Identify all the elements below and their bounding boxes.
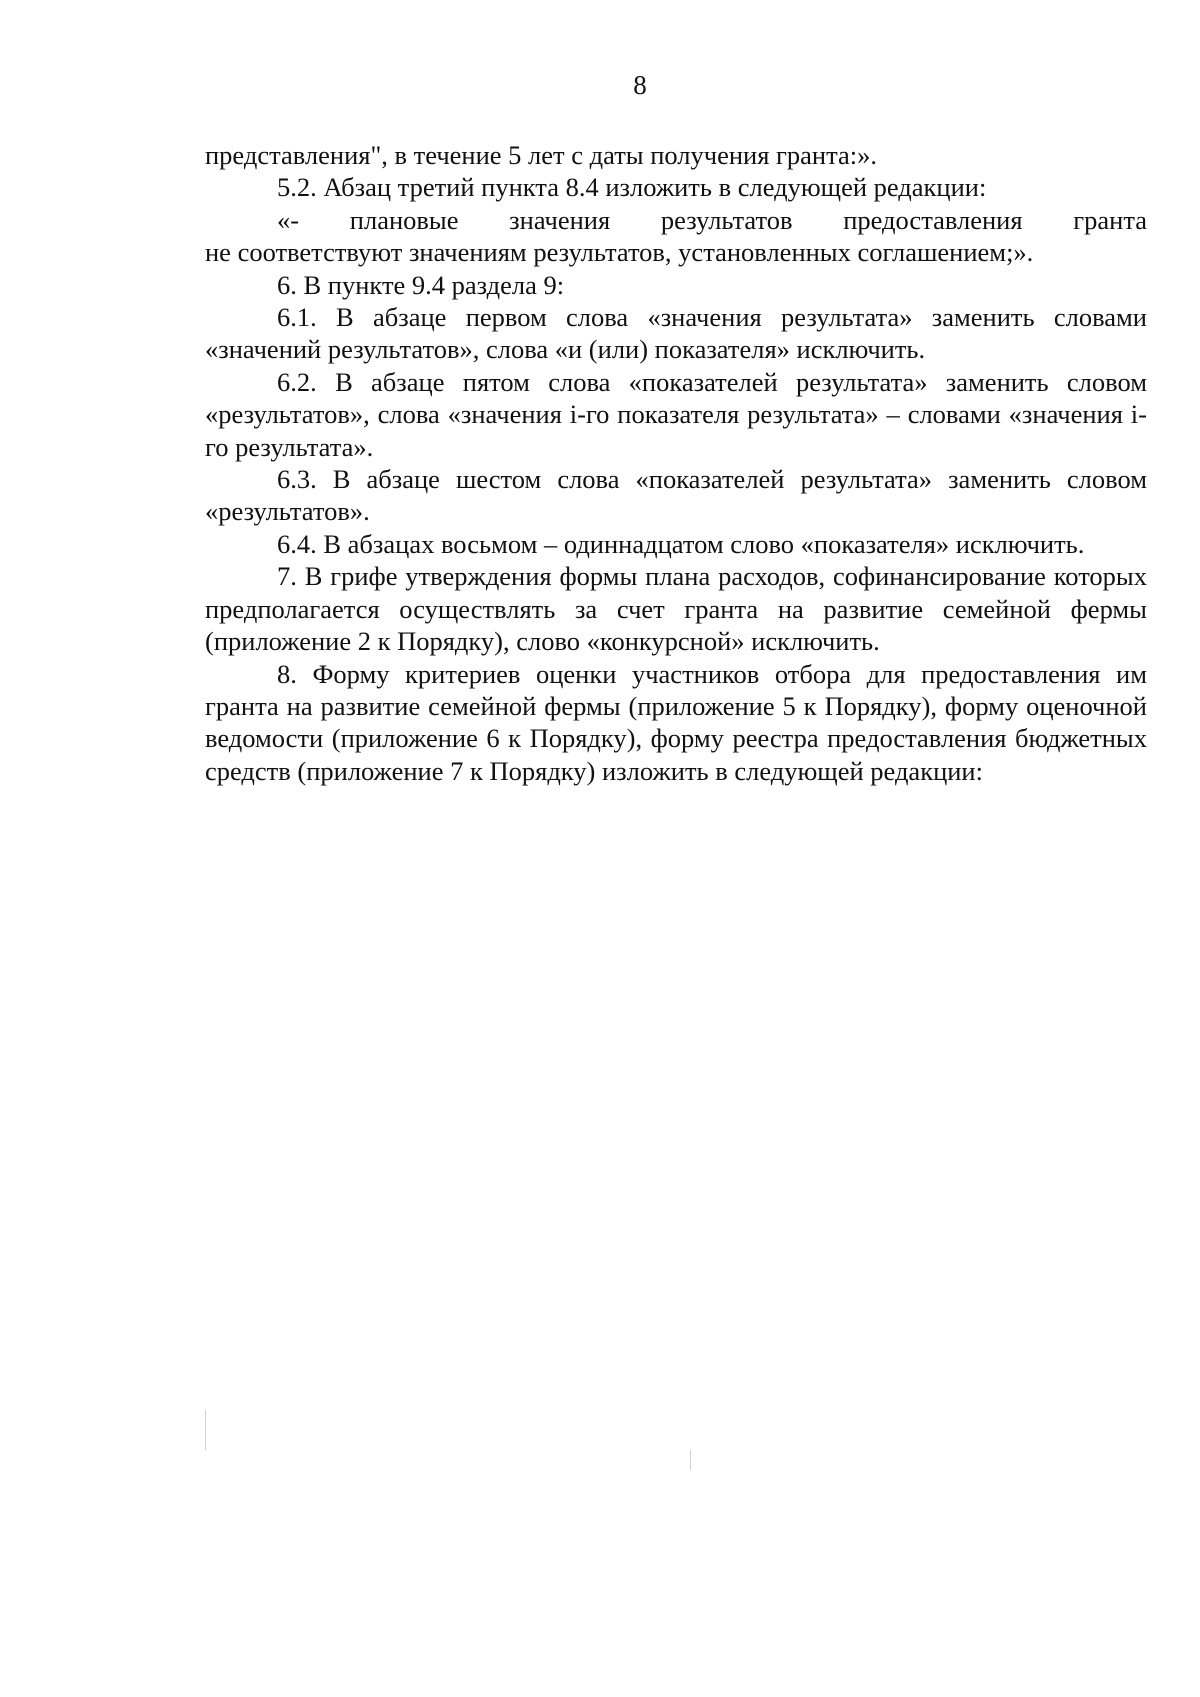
paragraph-6-2: 6.2. В абзаце пятом слова «показателей результата» заменить словом «результатов», слова «значения i-го показателя результата» – словами «значения i-го результата». — [205, 366, 1147, 462]
paragraph-6-3: 6.3. В абзаце шестом слова «показателей результата» заменить словом «результатов». — [205, 464, 1147, 527]
paragraph-quote-line-1: «- плановые значения результатов предоставления гранта — [277, 204, 1147, 235]
paragraph-6-1: 6.1. В абзаце первом слова «значения результата» заменить словами «значений результатов», слова «и (или) показателя» исключить. — [205, 302, 1147, 365]
paragraph-continuation: представления", в течение 5 лет с даты получения гранта:». — [205, 140, 877, 170]
scan-artifact-center — [690, 1450, 691, 1470]
scan-artifact-left — [205, 1410, 206, 1450]
paragraph-6: 6. В пункте 9.4 раздела 9: — [277, 269, 565, 300]
paragraph-quote-line-2: не соответствуют значениям результатов, установленных соглашением;». — [205, 237, 1034, 268]
page-number: 8 — [633, 70, 647, 100]
document-body — [205, 139, 1147, 787]
paragraph-6-4: 6.4. В абзацах восьмом – одиннадцатом слово «показателя» исключить. — [277, 528, 1085, 559]
paragraph-5-2: 5.2. Абзац третий пункта 8.4 изложить в следующей редакции: — [277, 172, 987, 203]
paragraph-7: 7. В грифе утверждения формы плана расходов, софинансирование которых предполагается осуществлять за счет гранта на развитие семейной фермы (приложение 2 к Порядку), слово «конкурсной» исключить. — [205, 561, 1147, 657]
paragraph-8: 8. Форму критериев оценки участников отбора для предоставления им гранта на развитие семейной фермы (приложение 5 к Порядку), форму оценочной ведомости (приложение 6 к Порядку), форму реестра предоставления бюджетных средств (приложение 7 к Порядку) изложить в следующей редакции: — [205, 658, 1147, 786]
